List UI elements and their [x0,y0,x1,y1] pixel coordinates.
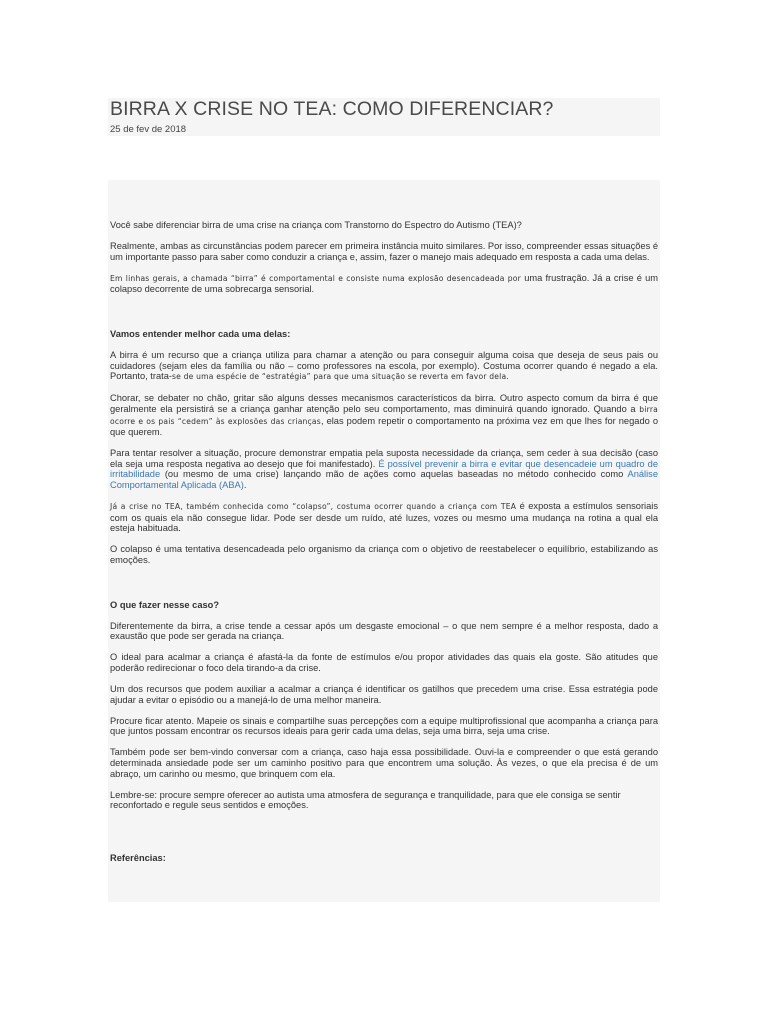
section-heading-2: O que fazer nesse caso? [110,599,220,610]
text: , elas podem repetir o comportamento na próxima vez em que lhes for negado o que querem. [110,415,658,438]
article-header [108,98,660,136]
styled-text: birra ocorre e os pais “cedem” às explosões das crianças [110,404,658,426]
styled-text: Em linhas gerais, a chamada “birra” é comportamental e consiste numa explosão desencadeada por [110,273,525,283]
text: (ou mesmo de uma crise) lançando mão de ações como aquelas baseadas no método conhecido como [160,469,628,480]
paragraph-2: Realmente, ambas as circunstâncias podem parecer em primeira instância muito similares. Por isso, compreender essas situações é um importante passo para saber como conduzir a criança e, assim, fazer o manejo mais adequado em resposta a cada uma delas. [110,241,658,262]
text: A birra é um recurso que a criança utiliza para chamar a atenção ou para conseguir alguma coisa que deseja de seus pais ou cuidadores (sejam eles da família ou não – como professores na escola, por exemplo). Costuma ocorrer quando é negado a ela. Portanto, trata- [110,350,658,382]
text: uma frustração. Já a crise é um colapso decorrente de uma sobrecarga sensorial. [110,272,658,295]
paragraph-intro: Você sabe diferenciar birra de uma crise na criança com Transtorno do Espectro do Autismo (TEA)? [110,220,522,230]
paragraph-13: Também pode ser bem-vindo conversar com a criança, caso haja essa possibilidade. Ouvi-la e compreender o que está gerando determinada ansiedade pode ser um caminho positivo para que encontrem uma solução. Às vezes, o que ela precisa é de um abraço, um carinho ou mesmo, que brinquem com ela. [110,747,658,779]
styled-text: Já a crise no TEA, também conhecida como “colapso”, costuma ocorrer quando a criança com TEA [110,502,520,512]
link-prevent-tantrum[interactable]: É possível prevenir a birra e evitar que desencadeie um quadro de irritabilidade [110,458,659,480]
paragraph-7 [110,501,658,534]
paragraph-8: O colapso é uma tentativa desencadeada pelo organismo da criança com o objetivo de reestabelecer o equilíbrio, estabilizando as emoções. [110,544,658,565]
text: é exposta a estímulos sensoriais com os quais ela não consegue lidar. Pode ser desde um ruído, até luzes, vozes ou mesmo uma mudança na rotina a qual ela esteja habituada. [110,501,659,534]
paragraph-5 [110,393,658,437]
paragraph-9: Diferentemente da birra, a crise tende a cessar após um desgaste emocional – o que nem sempre é a melhor resposta, dado a exaustão que pode ser gerada na criança. [110,620,658,642]
paragraph-4 [110,350,658,383]
article-body [108,180,660,902]
article-title: BIRRA X CRISE NO TEA: COMO DIFERENCIAR? [110,98,554,120]
paragraph-14: Lembre-se: procure sempre oferecer ao autista uma atmosfera de segurança e tranquilidade, para que ele consiga se sentir reconfortado e regule seus sentidos e emoções. [110,789,621,811]
text: Chorar, se debater no chão, gritar são alguns desses mecanismos característicos da birra. Outro aspecto comum da birra é que geralmente ela persistirá se a criança ganhar atenção pelo seu comportamento, mas diminuirá quando ignorado. Quando a [110,393,658,414]
paragraph-12: Procure ficar atento. Mapeie os sinais e compartilhe suas percepções com a equipe multiprofissional que acompanha a criança para que juntos possam encontrar os recursos ideais para gerir cada uma delas, seja uma birra, seja uma crise. [110,715,658,737]
section-heading-references: Referências: [110,852,166,863]
link-aba[interactable]: Análise Comportamental Aplicada (ABA) [110,469,658,490]
article-content [110,220,658,874]
paragraph-11: Um dos recursos que podem auxiliar a acalmar a criança é identificar os gatilhos que precedem uma crise. Essa estratégia pode ajudar a evitar o episódio ou a manejá-lo de uma melhor maneira. [110,684,658,705]
text: Para tentar resolver a situação, procure demonstrar empatia pela suposta necessidade da criança, sem ceder à sua decisão (caso ela seja uma resposta negativa ao desejo que foi manifestado). [110,448,658,469]
section-heading-1: Vamos entender melhor cada uma delas: [110,328,291,339]
text: . [243,480,247,490]
paragraph-10: O ideal para acalmar a criança é afastá-la da fonte de estímulos e/ou propor atividades das quais ela goste. São atitudes que poderão redirecionar o foco dela tirando-a da crise. [110,652,658,673]
paragraph-6 [110,448,658,490]
paragraph-3 [110,273,658,295]
article-date: 25 de fev de 2018 [110,124,187,135]
styled-text: se de uma espécie de “estratégia” para que uma situação se reverta em favor dela. [172,372,509,382]
